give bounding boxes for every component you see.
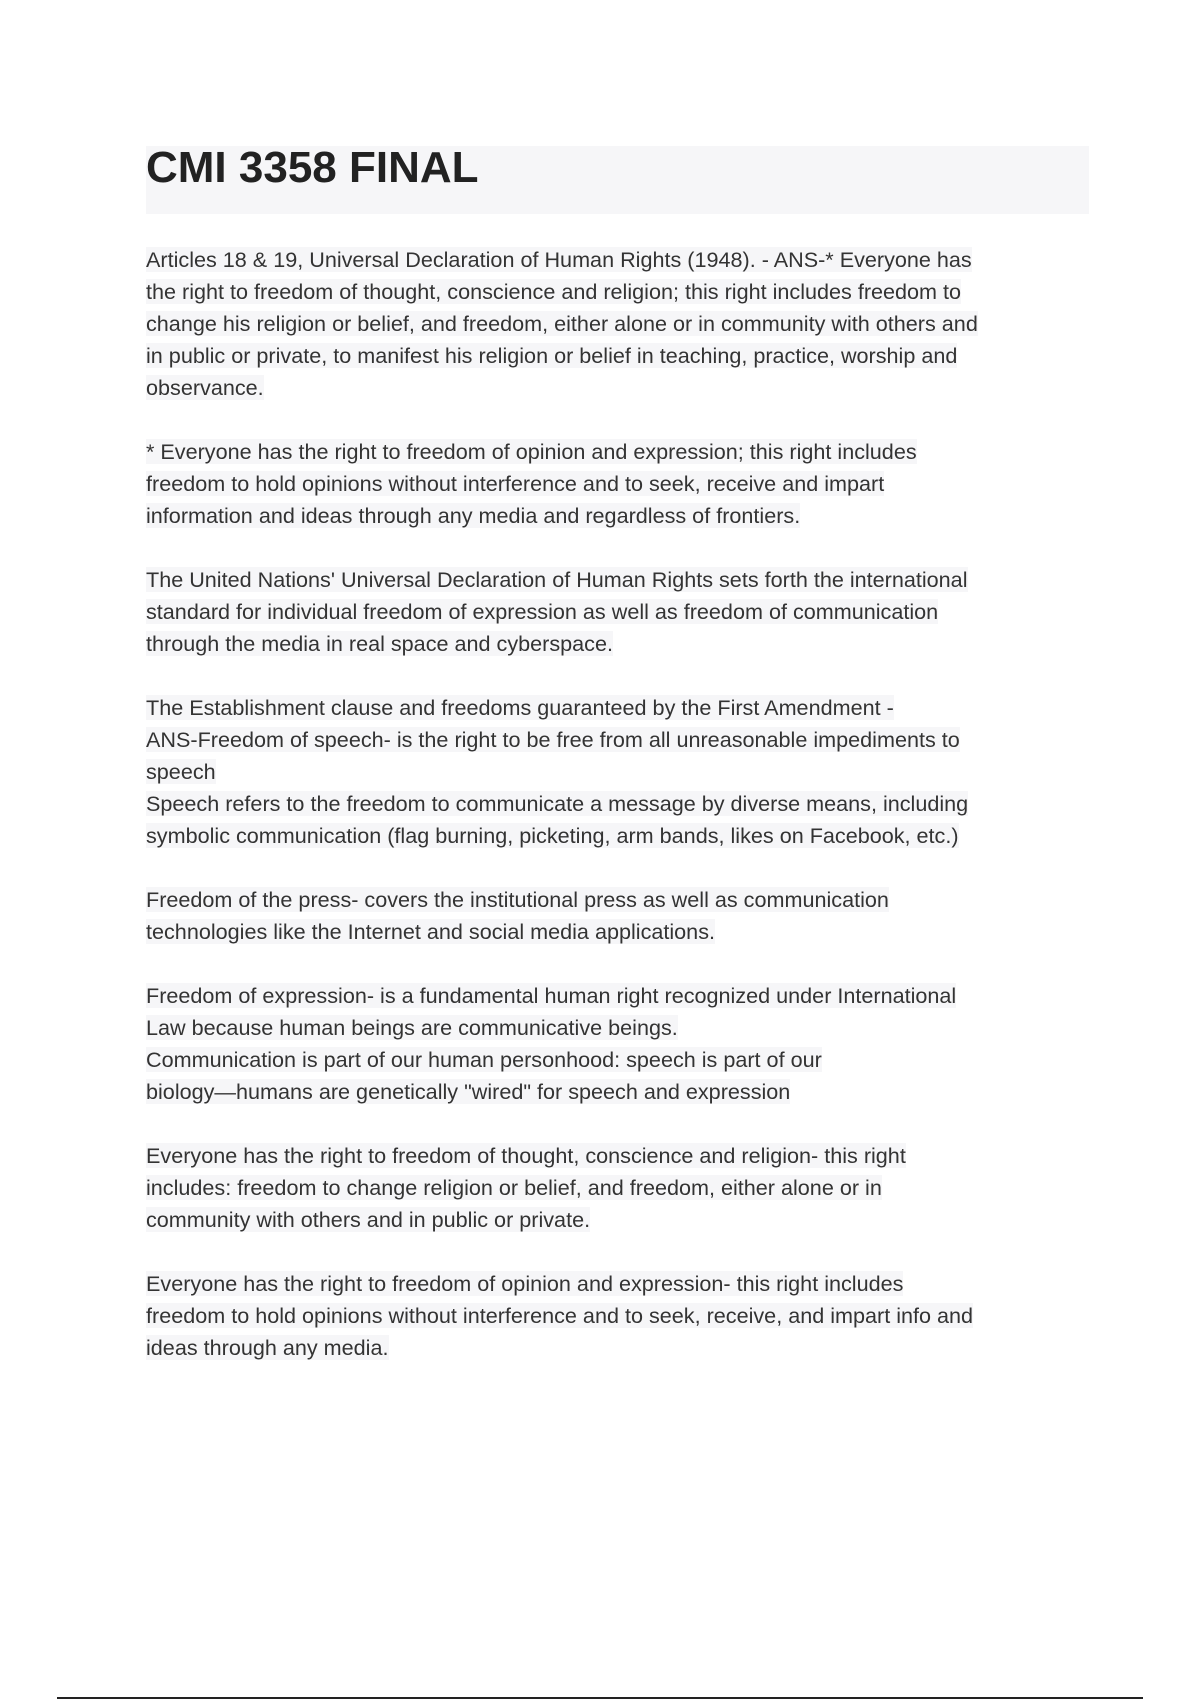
text-line: change his religion or belief, and freedom, either alone or in community with others and [146, 311, 978, 336]
text-line: symbolic communication (flag burning, picketing, arm bands, likes on Facebook, etc.) [146, 823, 959, 848]
document-body [146, 244, 1089, 1396]
text-line: Communication is part of our human personhood: speech is part of our [146, 1047, 822, 1072]
paragraph-thought-conscience-religion [146, 1140, 1089, 1236]
text-line: in public or private, to manifest his religion or belief in teaching, practice, worship and [146, 343, 958, 368]
text-line: Everyone has the right to freedom of opinion and expression- this right includes [146, 1271, 904, 1296]
text-line: technologies like the Internet and social media applications. [146, 919, 715, 944]
text-line: Articles 18 & 19, Universal Declaration of Human Rights (1948). - ANS-* Everyone has [146, 247, 972, 272]
paragraph-un-declaration [146, 564, 1089, 660]
text-line: Speech refers to the freedom to communicate a message by diverse means, including [146, 791, 969, 816]
text-line: Law because human beings are communicative beings. [146, 1015, 678, 1040]
text-line: ideas through any media. [146, 1335, 389, 1360]
paragraph-articles-18-19 [146, 244, 1089, 404]
text-line: freedom to hold opinions without interference and to seek, receive and impart [146, 471, 885, 496]
text-line: freedom to hold opinions without interference and to seek, receive, and impart info and [146, 1303, 974, 1328]
text-line: biology—humans are genetically "wired" for speech and expression [146, 1079, 791, 1104]
text-line: The United Nations' Universal Declaration of Human Rights sets forth the international [146, 567, 968, 592]
text-line: Freedom of expression- is a fundamental human right recognized under International [146, 983, 957, 1008]
title-block [146, 143, 1089, 214]
text-line: The Establishment clause and freedoms guaranteed by the First Amendment - [146, 695, 894, 720]
paragraph-opinion-expression-media [146, 1268, 1089, 1364]
page-title: CMI 3358 FINAL [146, 143, 479, 192]
text-line: includes: freedom to change religion or belief, and freedom, either alone or in [146, 1175, 882, 1200]
text-line: community with others and in public or private. [146, 1207, 591, 1232]
text-line: ANS-Freedom of speech- is the right to be free from all unreasonable impediments to [146, 727, 960, 752]
text-line: Freedom of the press- covers the institutional press as well as communication [146, 887, 889, 912]
paragraph-freedom-of-expression [146, 980, 1089, 1108]
text-line: standard for individual freedom of expression as well as freedom of communication [146, 599, 939, 624]
text-line: * Everyone has the right to freedom of opinion and expression; this right includes [146, 439, 917, 464]
text-line: Everyone has the right to freedom of thought, conscience and religion- this right [146, 1143, 906, 1168]
footer-divider [57, 1697, 1143, 1699]
text-line: speech [146, 759, 216, 784]
paragraph-opinion-expression [146, 436, 1089, 532]
paragraph-freedom-of-press [146, 884, 1089, 948]
text-line: through the media in real space and cyberspace. [146, 631, 613, 656]
text-line: the right to freedom of thought, conscience and religion; this right includes freedom to [146, 279, 962, 304]
paragraph-establishment-clause [146, 692, 1089, 852]
text-line: observance. [146, 375, 264, 400]
text-line: information and ideas through any media and regardless of frontiers. [146, 503, 801, 528]
